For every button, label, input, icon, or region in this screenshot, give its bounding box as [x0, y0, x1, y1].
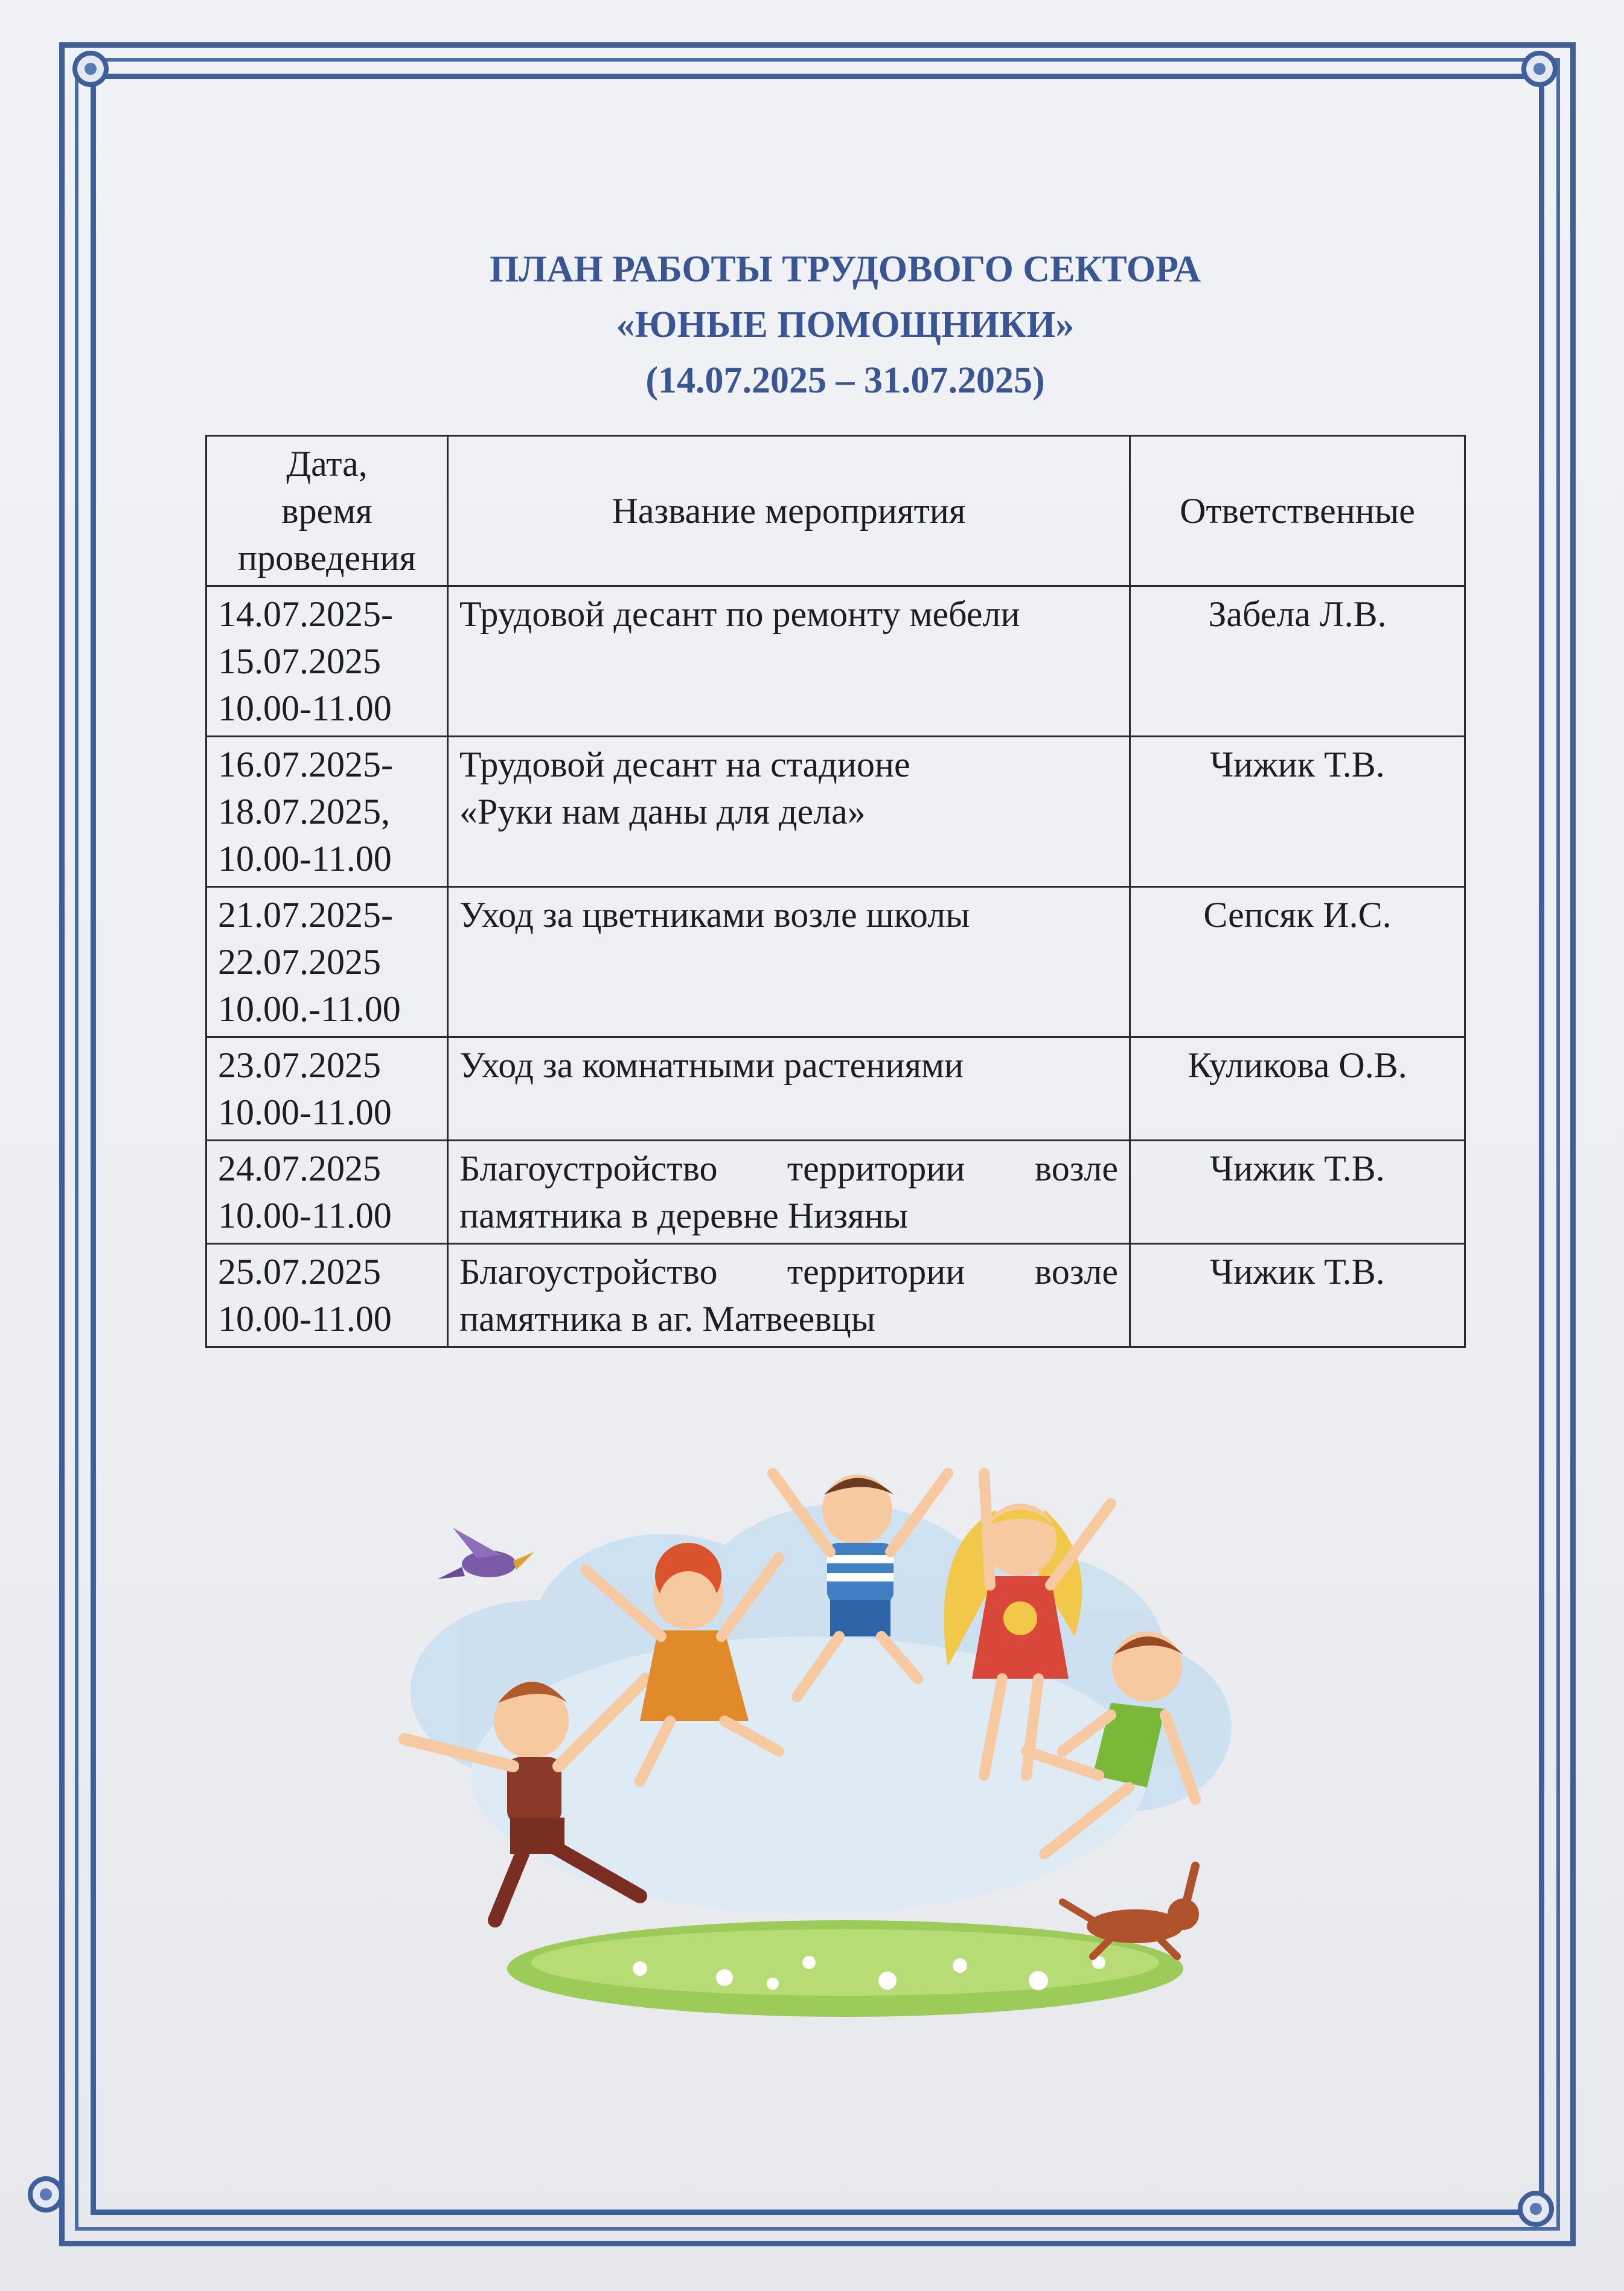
responsible-cell: Куликова О.В. [1130, 1037, 1465, 1141]
header-event-name: Название мероприятия [448, 436, 1130, 586]
responsible-cell: Забела Л.В. [1130, 586, 1465, 737]
date-cell: 24.07.2025 10.00-11.00 [206, 1141, 448, 1244]
title-line-3: (14.07.2025 – 31.07.2025) [645, 360, 1045, 401]
jumping-children-illustration [386, 1437, 1244, 2023]
table-header-row [206, 436, 1465, 586]
date-cell: 14.07.2025- 15.07.2025 10.00-11.00 [206, 586, 448, 737]
table-row [206, 1141, 1465, 1244]
table-row [206, 1244, 1465, 1347]
event-name-cell: Благоустройство территории возле памятника в аг. Матвеевцы [448, 1244, 1130, 1347]
table-row [206, 737, 1465, 887]
corner-ornament-icon [72, 51, 109, 87]
grass-meadow-icon [507, 1920, 1183, 2017]
table-row [206, 887, 1465, 1037]
table-row [206, 1037, 1465, 1141]
event-name-cell: Уход за цветниками возле школы [448, 887, 1130, 1037]
responsible-cell: Сепсяк И.С. [1130, 887, 1465, 1037]
event-name-cell: Трудовой десант по ремонту мебели [448, 586, 1130, 737]
responsible-cell: Чижик Т.В. [1130, 1141, 1465, 1244]
header-date: Дата, время проведения [206, 436, 448, 586]
event-name-cell: Трудовой десант на стадионе «Руки нам даны для дела» [448, 737, 1130, 887]
corner-ornament-icon [1518, 2191, 1554, 2227]
date-cell: 16.07.2025- 18.07.2025, 10.00-11.00 [206, 737, 448, 887]
date-cell: 23.07.2025 10.00-11.00 [206, 1037, 448, 1141]
page-title [181, 242, 1509, 408]
date-cell: 21.07.2025- 22.07.2025 10.00.-11.00 [206, 887, 448, 1037]
event-name-cell: Благоустройство территории возле памятника в деревне Низяны [448, 1141, 1130, 1244]
date-cell: 25.07.2025 10.00-11.00 [206, 1244, 448, 1347]
responsible-cell: Чижик Т.В. [1130, 737, 1465, 887]
work-plan-table [205, 435, 1466, 1348]
table-row [206, 586, 1465, 737]
corner-ornament-icon [1521, 51, 1558, 87]
title-line-1: ПЛАН РАБОТЫ ТРУДОВОГО СЕКТОРА [490, 249, 1201, 290]
title-line-2: «ЮНЫЕ ПОМОЩНИКИ» [616, 304, 1075, 345]
bird-icon [438, 1528, 534, 1579]
header-responsible: Ответственные [1130, 436, 1465, 586]
responsible-cell: Чижик Т.В. [1130, 1244, 1465, 1347]
event-name-cell: Уход за комнатными растениями [448, 1037, 1130, 1141]
corner-ornament-icon [28, 2176, 64, 2212]
